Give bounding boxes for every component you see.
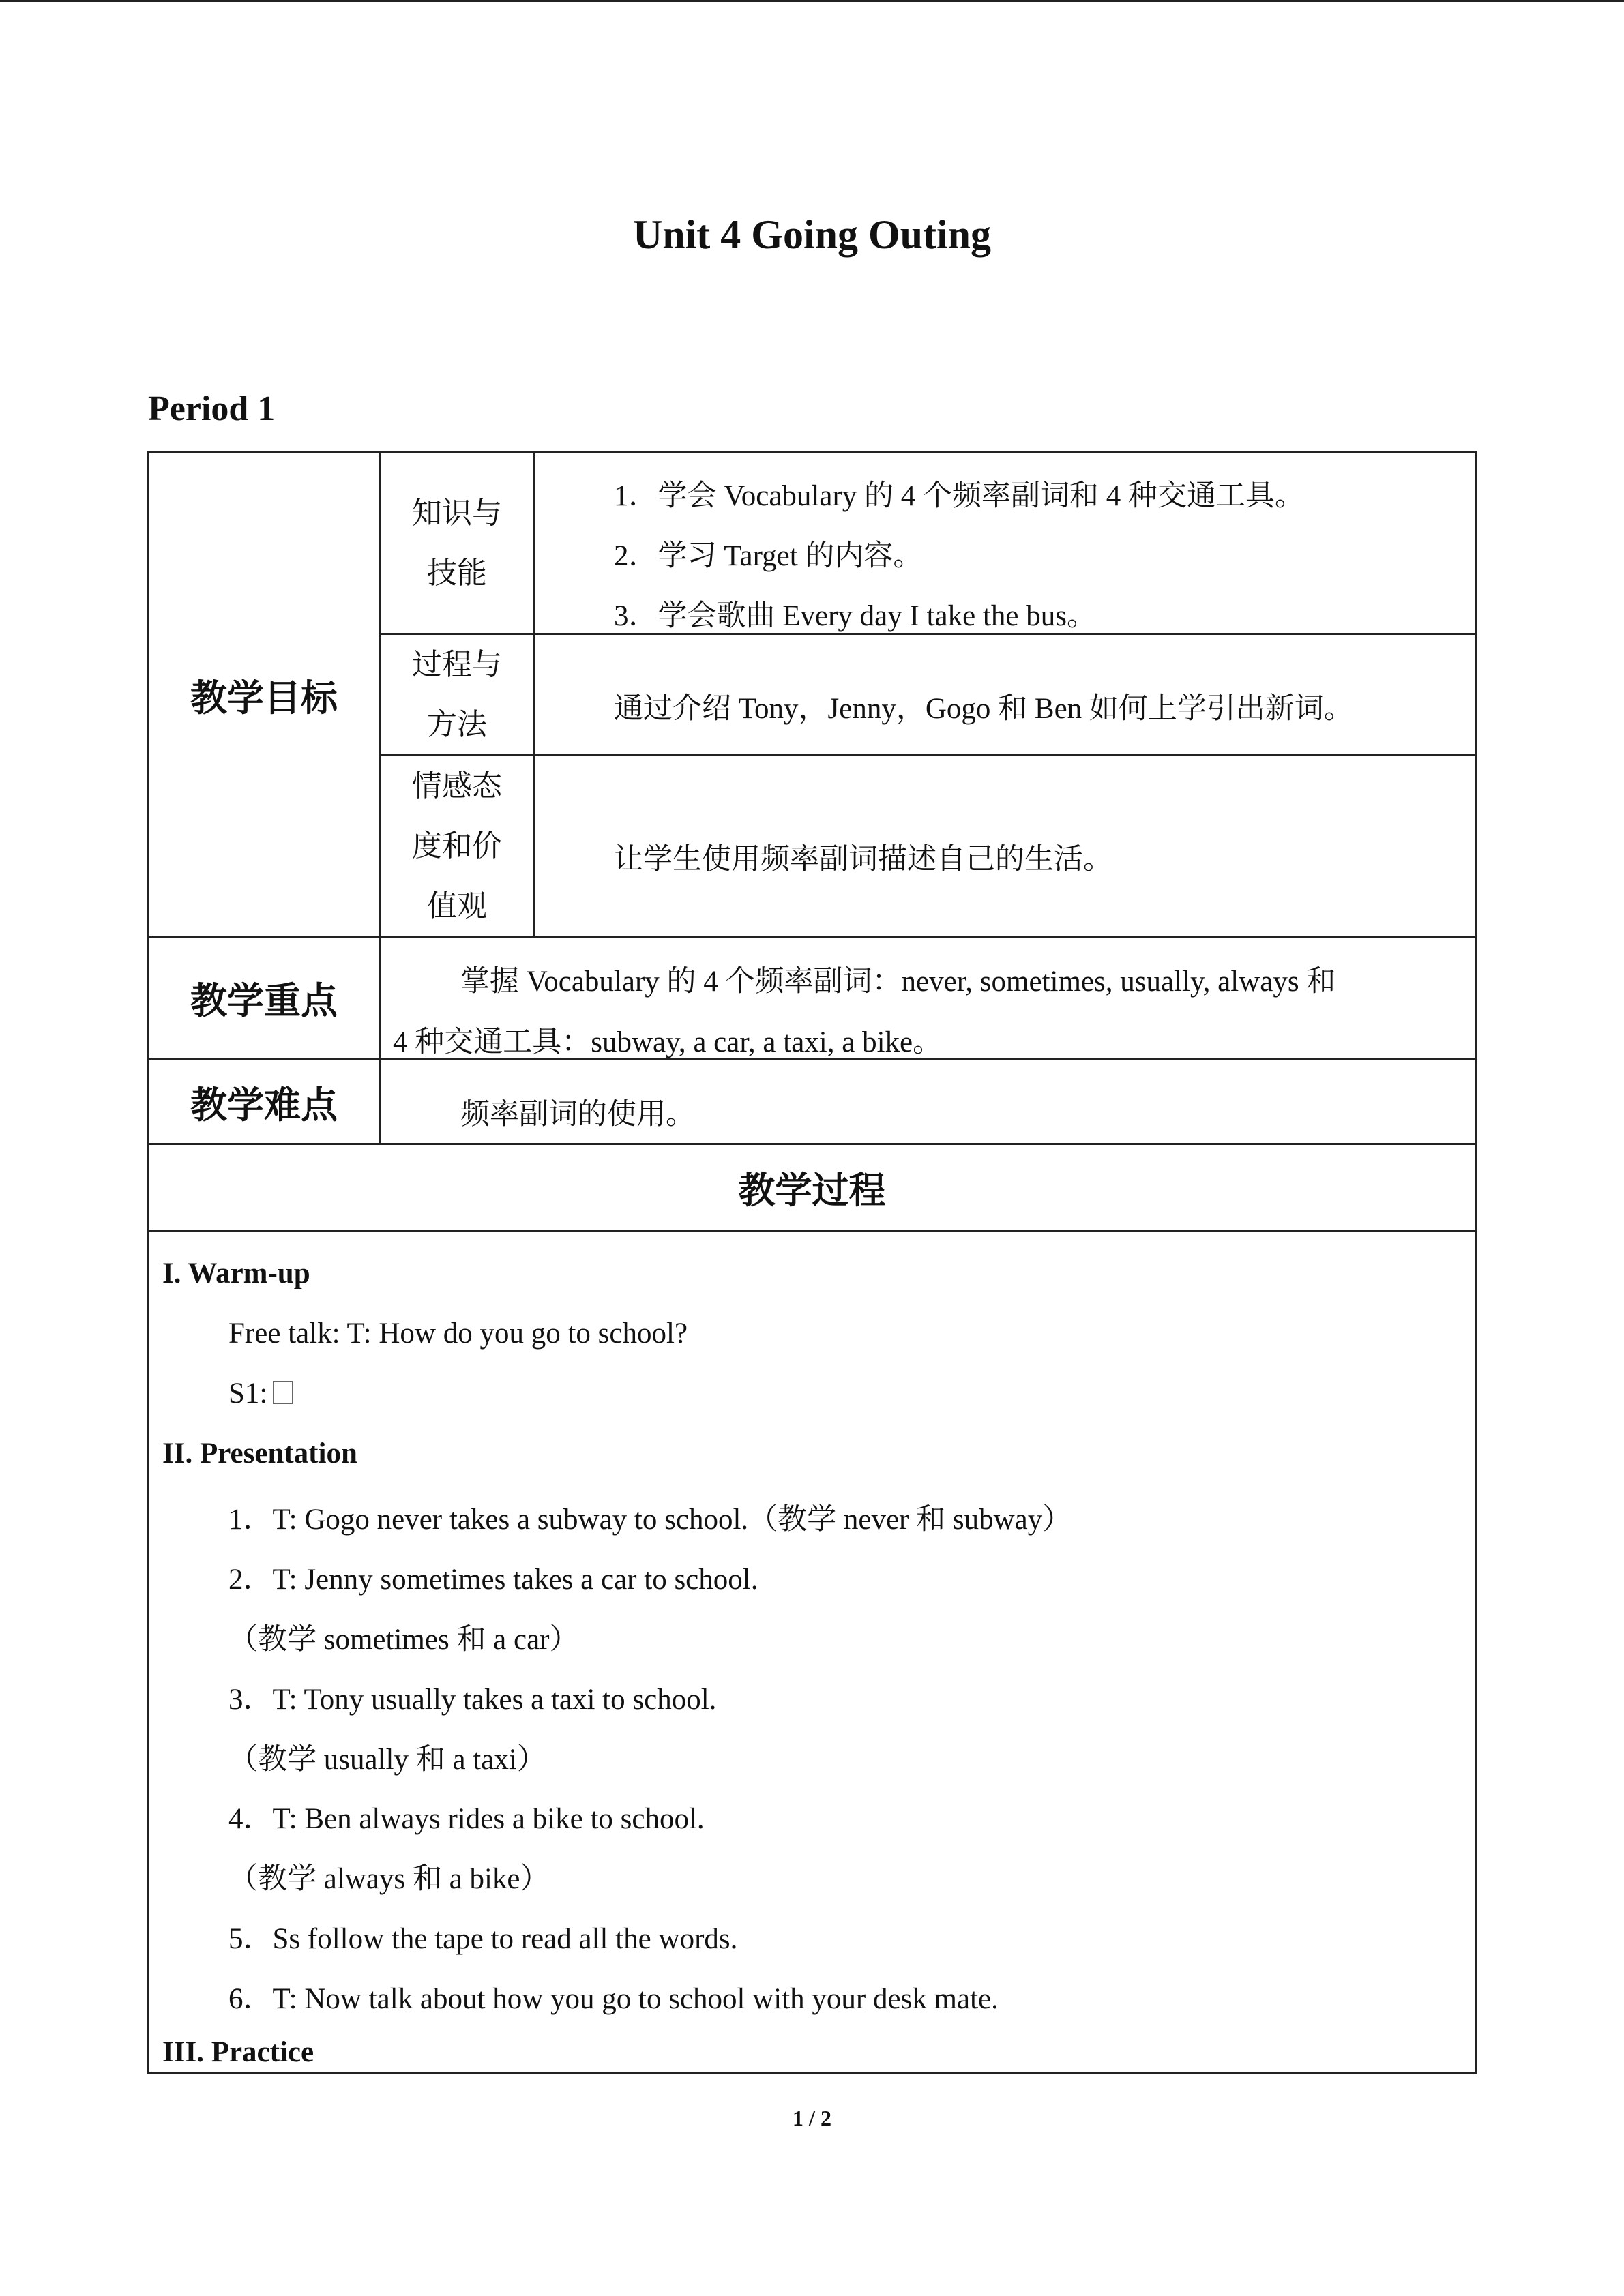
process-line: （教学 sometimes 和 a car） [228,1624,579,1656]
process-line: 4．T: Ben always rides a bike to school. [228,1803,705,1835]
category-line: 值观 [427,889,487,923]
document-title: Unit 4 Going Outing [632,212,992,257]
objective-item: 2．学习 Target 的内容。 [614,540,923,572]
category-process-methods [381,635,533,754]
process-line: 5．Ss follow the tape to read all the words. [228,1923,738,1955]
category-line: 方法 [427,706,487,742]
difficulties-label: 教学难点 [190,1084,338,1127]
category-line: 情感态 [412,769,502,803]
table-divider [147,1230,1477,1232]
objective-item: 让学生使用频率副词描述自己的生活。 [614,844,1112,876]
process-line: 1．T: Gogo never takes a subway to school.（教学 never 和 subway） [228,1504,1072,1536]
category-line: 度和价 [412,829,502,863]
category-line: 知识与 [412,495,502,531]
process-line-text: S1: [228,1377,268,1410]
section-heading: II. Presentation [162,1437,357,1470]
category-emotion-values [381,756,533,936]
process-line: Free talk: T: How do you go to school? [228,1317,688,1350]
section-heading: III. Practice [162,2036,314,2068]
objectives-label: 教学目标 [190,676,338,719]
process-line: 6．T: Now talk about how you go to school with your desk mate. [228,1983,999,2015]
category-line: 技能 [427,555,487,591]
process-line [228,1377,293,1410]
process-line: 3．T: Tony usually takes a taxi to school. [228,1684,717,1716]
table-divider [379,754,1477,756]
difficulties-text: 频率副词的使用。 [460,1099,695,1131]
key-points-line: 4 种交通工具：subway, a car, a taxi, a bike。 [393,1026,943,1058]
process-header: 教学过程 [738,1169,886,1212]
category-knowledge-skills [381,453,533,633]
process-line: （教学 usually 和 a taxi） [228,1744,546,1776]
process-line: （教学 always 和 a bike） [228,1863,550,1895]
blank-square-icon [273,1381,293,1404]
key-points-label: 教学重点 [190,979,338,1022]
objective-item: 通过介绍 Tony，Jenny，Gogo 和 Ben 如何上学引出新词。 [614,693,1353,725]
objective-item: 1．学会 Vocabulary 的 4 个频率副词和 4 种交通工具。 [614,480,1305,512]
page-number: 1 / 2 [793,2106,831,2130]
table-divider [533,451,535,937]
category-line: 过程与 [412,646,502,682]
process-line: 2．T: Jenny sometimes takes a car to school. [228,1564,758,1596]
key-points-line: 掌握 Vocabulary 的 4 个频率副词：never, sometimes, usually, always 和 [460,966,1336,998]
objective-item: 3．学会歌曲 Every day I take the bus。 [614,600,1096,632]
period-heading: Period 1 [148,389,276,428]
section-heading: I. Warm-up [162,1257,310,1289]
page-top-border [0,0,1624,2]
